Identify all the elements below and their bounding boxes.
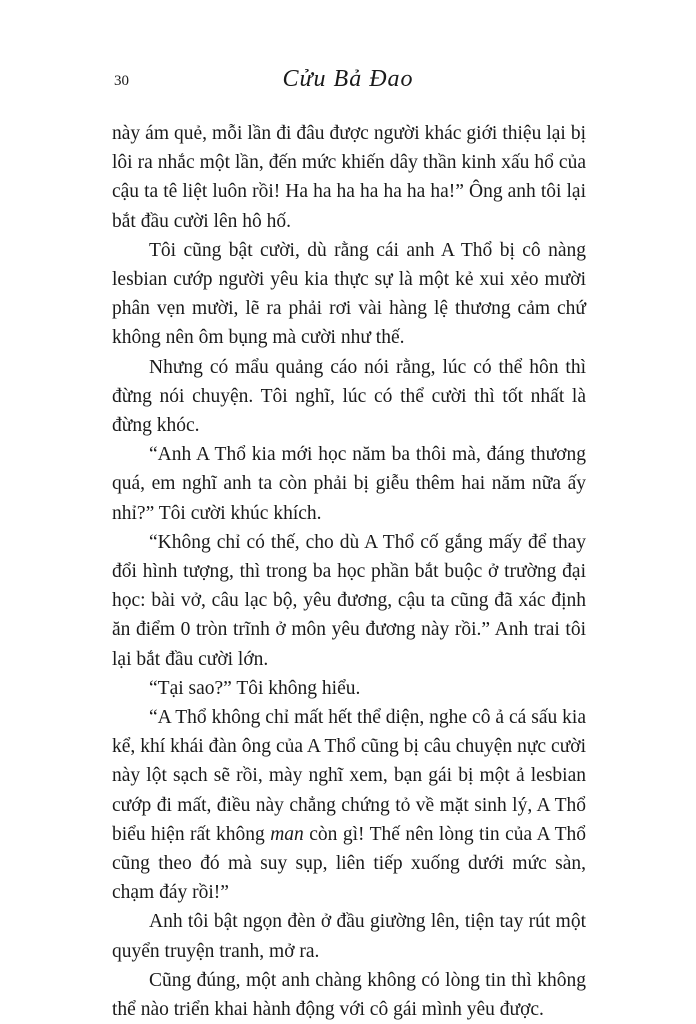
paragraph-text: “A Thổ không chỉ mất hết thể diện, nghe cô ả cá sấu kia kể, khí khái đàn ông của A Thổ cũng bị câu chuyện nực cười này lột sạch sẽ rồi, mày nghĩ xem, bạn gái bị một ả lesbian cướp đi mất, điều này chẳng chứng tỏ về mặt sinh lý, A Thổ biểu hiện rất không	[112, 707, 586, 845]
running-title: Cửu Bả Đao	[282, 66, 414, 92]
paragraph: “Không chỉ có thế, cho dù A Thổ cố gắng mấy để thay đổi hình tượng, thì trong ba học phần bắt buộc ở trường đại học: bài vở, câu lạc bộ, yêu đương, cậu ta cũng đã xác định ăn điểm 0 tròn trĩnh ở môn yêu đương này rồi.” Anh trai tôi lại bắt đầu cười lớn.	[112, 531, 586, 670]
paragraph: “Anh A Thổ kia mới học năm ba thôi mà, đáng thương quá, em nghĩ anh ta còn phải bị giễu thêm hai năm nữa ấy nhỉ?” Tôi cười khúc khích.	[112, 444, 586, 524]
page-number: 30	[114, 73, 129, 89]
body-text	[112, 119, 586, 1024]
paragraph: Nhưng có mẩu quảng cáo nói rằng, lúc có thể hôn thì đừng nói chuyện. Tôi nghĩ, lúc có thể cười thì tốt nhất là đừng khóc.	[112, 356, 586, 437]
paragraph	[112, 703, 586, 907]
paragraph-text: còn gì! Thế nên lòng tin của A Thổ cũng theo đó mà suy sụp, liên tiếp xuống dưới mức sàn, chạm đáy rồi!”	[112, 823, 586, 904]
emphasized-word: man	[270, 823, 304, 845]
paragraph: Tôi cũng bật cười, dù rằng cái anh A Thổ bị cô nàng lesbian cướp người yêu kia thực sự là một kẻ xui xẻo mười phân vẹn mười, lẽ ra phải rơi vài hàng lệ thương cảm chứ không nên ôm bụng mà cười như thế.	[112, 239, 586, 349]
paragraph: Cũng đúng, một anh chàng không có lòng tin thì không thể nào triển khai hành động với cô gái mình yêu được.	[112, 969, 586, 1021]
paragraph: “Tại sao?” Tôi không hiểu.	[149, 677, 361, 699]
paragraph: Anh tôi bật ngọn đèn ở đầu giường lên, tiện tay rút một quyển truyện tranh, mở ra.	[112, 911, 586, 962]
paragraph: này ám quẻ, mỗi lần đi đâu được người khác giới thiệu lại bị lôi ra nhắc một lần, đến mức khiến dây thần kinh xấu hổ của cậu ta tê liệt luôn rồi! Ha ha ha ha ha ha ha!” Ông anh tôi lại bắt đầu cười lên hô hố.	[112, 123, 586, 232]
